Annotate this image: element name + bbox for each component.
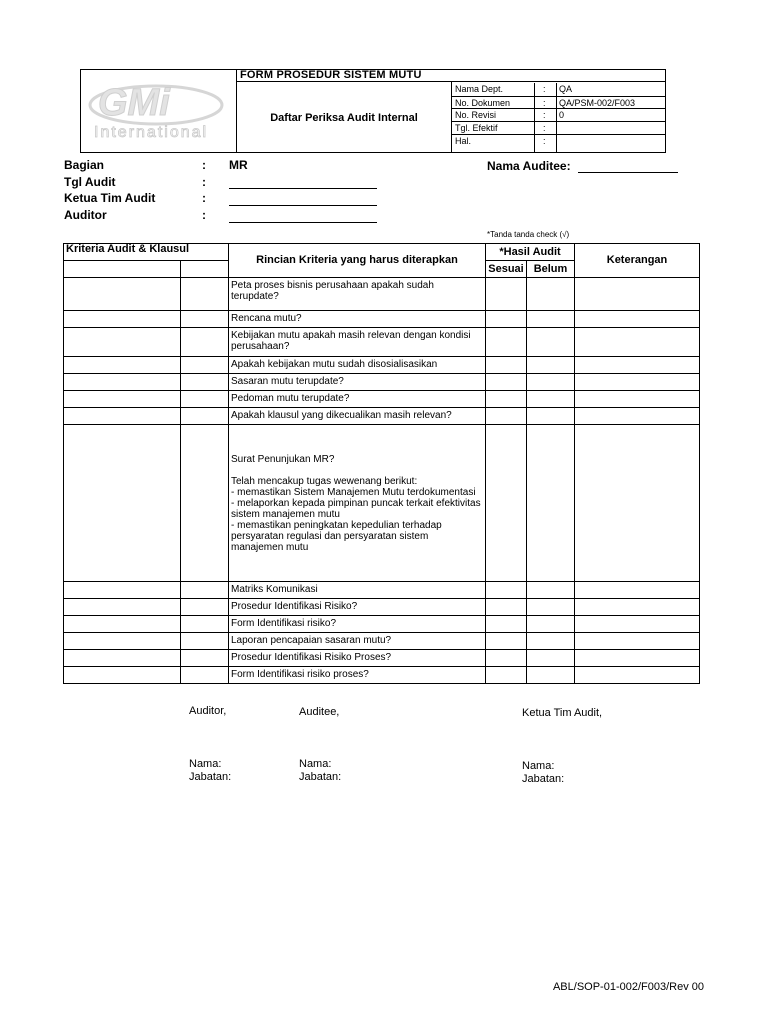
- clause-cell[interactable]: [181, 374, 229, 391]
- clause-cell[interactable]: [181, 357, 229, 374]
- detail-cell: Apakah kebijakan mutu sudah disosialisasikan: [229, 357, 486, 374]
- gmi-logo-icon: [80, 69, 236, 152]
- notes-cell[interactable]: [575, 633, 700, 650]
- table-row: [64, 408, 700, 425]
- ketua-tim-audit-field[interactable]: [229, 191, 377, 206]
- notes-cell[interactable]: [575, 328, 700, 357]
- signature-auditor-jabatan: Jabatan:: [189, 771, 232, 783]
- table-header-row: [64, 244, 700, 261]
- belum-cell[interactable]: [527, 328, 575, 357]
- audit-checklist-table: [63, 243, 700, 684]
- result-header: *Hasil Audit: [486, 244, 575, 261]
- criteria-header: Kriteria Audit & Klausul: [64, 244, 229, 261]
- notes-cell[interactable]: [575, 650, 700, 667]
- sesuai-cell[interactable]: [486, 616, 527, 633]
- belum-cell[interactable]: [527, 357, 575, 374]
- table-row: [64, 357, 700, 374]
- criteria-cell[interactable]: [64, 667, 181, 684]
- meta-label: No. Revisi: [455, 110, 497, 120]
- sesuai-cell[interactable]: [486, 650, 527, 667]
- document-code: ABL/SOP-01-002/F003/Rev 00: [552, 981, 704, 993]
- criteria-cell[interactable]: [64, 599, 181, 616]
- signature-auditor-nama: Nama:: [189, 758, 222, 770]
- bagian-colon: :: [202, 158, 206, 172]
- criteria-cell[interactable]: [64, 633, 181, 650]
- detail-cell: Peta proses bisnis perusahaan apakah sudah terupdate?: [229, 278, 486, 311]
- detail-cell: Prosedur Identifikasi Risiko Proses?: [229, 650, 486, 667]
- detail-cell: Apakah klausul yang dikecualikan masih relevan?: [229, 408, 486, 425]
- tgl-audit-field[interactable]: [229, 174, 377, 189]
- sesuai-cell[interactable]: [486, 408, 527, 425]
- meta-row-dept: Nama Dept. : QA: [452, 83, 666, 97]
- criteria-cell[interactable]: [64, 650, 181, 667]
- signature-auditee-jabatan: Jabatan:: [299, 771, 342, 783]
- clause-cell[interactable]: [181, 408, 229, 425]
- belum-cell[interactable]: [527, 650, 575, 667]
- sesuai-header: Sesuai: [486, 261, 527, 278]
- company-logo: [80, 69, 237, 153]
- sesuai-cell[interactable]: [486, 599, 527, 616]
- meta-value: QA: [559, 84, 573, 94]
- notes-cell[interactable]: [575, 425, 700, 582]
- table-row: [64, 374, 700, 391]
- auditor-label: Auditor: [64, 208, 107, 222]
- detail-cell: Kebijakan mutu apakah masih relevan dengan kondisi perusahaan?: [229, 328, 486, 357]
- form-title-extension: [452, 69, 666, 82]
- detail-cell: Matriks Komunikasi: [229, 582, 486, 599]
- belum-cell[interactable]: [527, 311, 575, 328]
- belum-cell[interactable]: [527, 278, 575, 311]
- meta-label: No. Dokumen: [455, 98, 511, 108]
- belum-cell[interactable]: [527, 408, 575, 425]
- table-row: [64, 616, 700, 633]
- check-mark-note: *Tanda tanda check (√): [487, 230, 570, 239]
- auditor-field[interactable]: [229, 208, 377, 223]
- clause-cell[interactable]: [181, 278, 229, 311]
- meta-label: Hal.: [455, 136, 472, 146]
- table-row: [64, 582, 700, 599]
- clause-cell[interactable]: [181, 425, 229, 582]
- belum-cell[interactable]: [527, 667, 575, 684]
- clause-cell[interactable]: [181, 650, 229, 667]
- signature-ketua-nama: Nama:: [522, 760, 555, 772]
- notes-cell[interactable]: [575, 616, 700, 633]
- table-row: [64, 328, 700, 357]
- meta-value: QA/PSM-002/F003: [559, 98, 636, 108]
- table-row: [64, 650, 700, 667]
- criteria-cell[interactable]: [64, 311, 181, 328]
- logo-wordmark: International: [94, 124, 209, 141]
- sesuai-cell[interactable]: [486, 633, 527, 650]
- sesuai-cell[interactable]: [486, 582, 527, 599]
- detail-cell: Form Identifikasi risiko proses?: [229, 667, 486, 684]
- notes-cell[interactable]: [575, 667, 700, 684]
- criteria-subcell: [64, 261, 181, 278]
- belum-cell[interactable]: [527, 391, 575, 408]
- criteria-cell[interactable]: [64, 328, 181, 357]
- notes-cell[interactable]: [575, 311, 700, 328]
- notes-cell[interactable]: [575, 357, 700, 374]
- signature-auditee-nama: Nama:: [299, 758, 332, 770]
- signature-auditee-title: Auditee,: [299, 706, 340, 718]
- notes-cell[interactable]: [575, 582, 700, 599]
- table-row: [64, 633, 700, 650]
- sesuai-cell[interactable]: [486, 391, 527, 408]
- notes-cell[interactable]: [575, 374, 700, 391]
- table-row: [64, 667, 700, 684]
- notes-cell[interactable]: [575, 408, 700, 425]
- table-row: [64, 391, 700, 408]
- auditor-colon: :: [202, 208, 206, 222]
- table-row: [64, 311, 700, 328]
- table-row: [64, 278, 700, 311]
- notes-header: Keterangan: [575, 244, 700, 278]
- meta-row-page: Hal. :: [452, 135, 666, 152]
- ketua-tim-audit-label: Ketua Tim Audit: [64, 191, 156, 205]
- clause-cell[interactable]: [181, 667, 229, 684]
- detail-cell: Surat Penunjukan MR? Telah mencakup tugas wewenang berikut: - memastikan Sistem Manajemen Mutu terdokumentasi - melaporkan kepada pimpinan puncak terkait efektivitas sistem manajemen mutu - memastikan peningkatan kepedulian terhadap persyaratan regulasi dan persyaratan sistem manajemen mutu: [229, 425, 486, 582]
- notes-cell[interactable]: [575, 391, 700, 408]
- signature-ketua-jabatan: Jabatan:: [522, 773, 565, 785]
- table-row: [64, 599, 700, 616]
- table-row: [64, 425, 700, 582]
- clause-cell[interactable]: [181, 582, 229, 599]
- sesuai-cell[interactable]: [486, 328, 527, 357]
- detail-cell: Laporan pencapaian sasaran mutu?: [229, 633, 486, 650]
- meta-label: Tgl. Efektif: [455, 123, 498, 133]
- belum-cell[interactable]: [527, 425, 575, 582]
- tgl-audit-colon: :: [202, 175, 206, 189]
- detail-cell: Sasaran mutu terupdate?: [229, 374, 486, 391]
- sesuai-cell[interactable]: [486, 425, 527, 582]
- ketua-tim-audit-colon: :: [202, 191, 206, 205]
- detail-cell: Rencana mutu?: [229, 311, 486, 328]
- criteria-cell[interactable]: [64, 374, 181, 391]
- clause-cell[interactable]: [181, 633, 229, 650]
- nama-auditee-field[interactable]: [578, 159, 678, 173]
- criteria-cell[interactable]: [64, 391, 181, 408]
- svg-text:GMi: GMi: [98, 82, 170, 124]
- tgl-audit-label: Tgl Audit: [64, 175, 116, 189]
- detail-header: Rincian Kriteria yang harus diterapkan: [229, 244, 486, 278]
- notes-cell[interactable]: [575, 599, 700, 616]
- clause-subcell: [181, 261, 229, 278]
- belum-cell[interactable]: [527, 599, 575, 616]
- bagian-label: Bagian: [64, 158, 105, 172]
- sesuai-cell[interactable]: [486, 278, 527, 311]
- meta-value: 0: [559, 110, 565, 120]
- belum-cell[interactable]: [527, 633, 575, 650]
- bagian-value[interactable]: MR: [229, 158, 248, 172]
- document-title: Daftar Periksa Audit Internal: [237, 82, 452, 153]
- detail-cell: Prosedur Identifikasi Risiko?: [229, 599, 486, 616]
- belum-cell[interactable]: [527, 616, 575, 633]
- form-title: FORM PROSEDUR SISTEM MUTU: [237, 69, 452, 82]
- meta-row-revision: No. Revisi : 0: [452, 109, 666, 122]
- criteria-cell[interactable]: [64, 408, 181, 425]
- clause-cell[interactable]: [181, 599, 229, 616]
- meta-label: Nama Dept.: [455, 84, 504, 94]
- signature-ketua-title: Ketua Tim Audit,: [522, 707, 603, 719]
- criteria-cell[interactable]: [64, 582, 181, 599]
- detail-cell: Pedoman mutu terupdate?: [229, 391, 486, 408]
- detail-cell: Form Identifikasi risiko?: [229, 616, 486, 633]
- notes-cell[interactable]: [575, 278, 700, 311]
- criteria-cell[interactable]: [64, 425, 181, 582]
- clause-cell[interactable]: [181, 311, 229, 328]
- clause-cell[interactable]: [181, 391, 229, 408]
- clause-cell[interactable]: [181, 328, 229, 357]
- sesuai-cell[interactable]: [486, 311, 527, 328]
- belum-cell[interactable]: [527, 582, 575, 599]
- meta-row-effective-date: Tgl. Efektif :: [452, 122, 666, 135]
- criteria-cell[interactable]: [64, 616, 181, 633]
- sesuai-cell[interactable]: [486, 667, 527, 684]
- sesuai-cell[interactable]: [486, 374, 527, 391]
- clause-cell[interactable]: [181, 616, 229, 633]
- belum-cell[interactable]: [527, 374, 575, 391]
- sesuai-cell[interactable]: [486, 357, 527, 374]
- belum-header: Belum: [527, 261, 575, 278]
- criteria-cell[interactable]: [64, 357, 181, 374]
- signature-auditor-title: Auditor,: [189, 705, 227, 717]
- criteria-cell[interactable]: [64, 278, 181, 311]
- nama-auditee-label: Nama Auditee:: [487, 159, 571, 173]
- meta-row-doc-no: No. Dokumen : QA/PSM-002/F003: [452, 97, 666, 109]
